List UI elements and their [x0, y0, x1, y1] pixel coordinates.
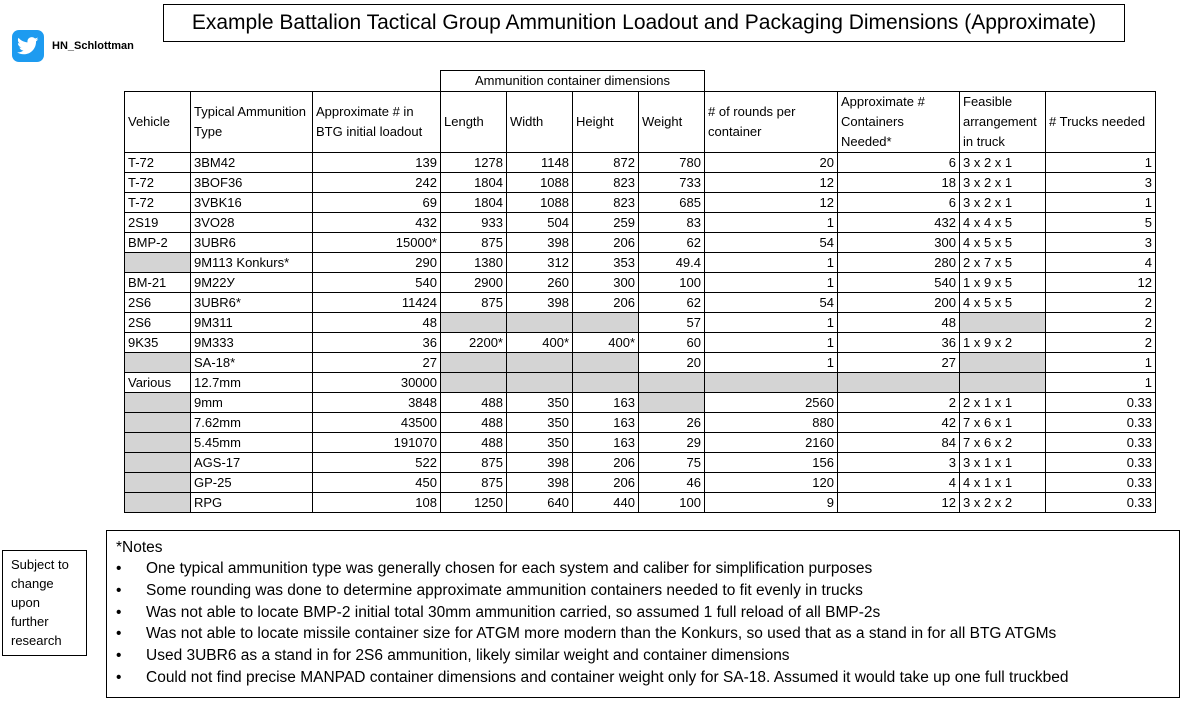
cell-height: 400* [573, 333, 639, 353]
cell-weight: 62 [639, 293, 705, 313]
cell-width: 312 [507, 253, 573, 273]
cell-width: 398 [507, 473, 573, 493]
header-weight: Weight [639, 92, 705, 153]
group-header-row [125, 71, 1156, 92]
cell-weight: 100 [639, 493, 705, 513]
cell-weight: 62 [639, 233, 705, 253]
cell-vehicle [125, 253, 191, 273]
cell-width: 350 [507, 413, 573, 433]
cell-weight: 46 [639, 473, 705, 493]
cell-trucks: 0.33 [1046, 453, 1156, 473]
cell-ammo: 3VO28 [191, 213, 313, 233]
cell-length: 2900 [441, 273, 507, 293]
cell-weight: 20 [639, 353, 705, 373]
cell-loadout: 43500 [313, 413, 441, 433]
cell-loadout: 27 [313, 353, 441, 373]
cell-rounds: 156 [705, 453, 838, 473]
cell-containers: 280 [838, 253, 960, 273]
cell-containers: 48 [838, 313, 960, 333]
cell-height: 163 [573, 433, 639, 453]
cell-width: 350 [507, 393, 573, 413]
cell-arrangement: 3 x 2 x 1 [960, 153, 1046, 173]
cell-height: 163 [573, 393, 639, 413]
cell-length: 1804 [441, 173, 507, 193]
cell-loadout: 522 [313, 453, 441, 473]
cell-width: 400* [507, 333, 573, 353]
cell-rounds: 1 [705, 213, 838, 233]
cell-ammo: 9M311 [191, 313, 313, 333]
cell-containers: 6 [838, 153, 960, 173]
cell-containers: 27 [838, 353, 960, 373]
cell-arrangement [960, 313, 1046, 333]
cell-loadout: 290 [313, 253, 441, 273]
cell-arrangement: 4 x 1 x 1 [960, 473, 1046, 493]
cell-rounds: 1 [705, 253, 838, 273]
notes-title: *Notes [116, 539, 163, 556]
bullet-icon: • [116, 581, 122, 599]
table-row [125, 453, 1156, 473]
cell-height: 206 [573, 293, 639, 313]
cell-height: 440 [573, 493, 639, 513]
cell-loadout: 108 [313, 493, 441, 513]
cell-ammo: AGS-17 [191, 453, 313, 473]
table-row [125, 493, 1156, 513]
cell-loadout: 432 [313, 213, 441, 233]
table-row [125, 213, 1156, 233]
cell-arrangement: 1 x 9 x 5 [960, 273, 1046, 293]
cell-containers: 6 [838, 193, 960, 213]
cell-ammo: 9M333 [191, 333, 313, 353]
cell-weight: 780 [639, 153, 705, 173]
cell-weight: 60 [639, 333, 705, 353]
cell-height [573, 353, 639, 373]
author-handle: HN_Schlottman [52, 40, 134, 52]
cell-height: 206 [573, 473, 639, 493]
cell-ammo: 3UBR6* [191, 293, 313, 313]
cell-arrangement: 3 x 2 x 1 [960, 193, 1046, 213]
cell-length: 875 [441, 293, 507, 313]
cell-ammo: 3VBK16 [191, 193, 313, 213]
cell-containers: 4 [838, 473, 960, 493]
cell-height: 206 [573, 233, 639, 253]
cell-arrangement: 3 x 1 x 1 [960, 453, 1046, 473]
cell-rounds: 1 [705, 333, 838, 353]
cell-height: 163 [573, 413, 639, 433]
cell-ammo: SA-18* [191, 353, 313, 373]
cell-width: 398 [507, 293, 573, 313]
cell-loadout: 15000* [313, 233, 441, 253]
cell-containers: 12 [838, 493, 960, 513]
cell-vehicle: T-72 [125, 193, 191, 213]
cell-trucks: 0.33 [1046, 473, 1156, 493]
cell-loadout: 242 [313, 173, 441, 193]
cell-length [441, 313, 507, 333]
cell-containers [838, 373, 960, 393]
note-item [116, 602, 1170, 624]
note-item [116, 645, 1170, 667]
cell-trucks: 0.33 [1046, 393, 1156, 413]
cell-vehicle [125, 393, 191, 413]
cell-arrangement: 2 x 7 x 5 [960, 253, 1046, 273]
cell-length: 933 [441, 213, 507, 233]
table-row [125, 473, 1156, 493]
cell-width: 504 [507, 213, 573, 233]
cell-containers: 540 [838, 273, 960, 293]
table-row [125, 193, 1156, 213]
cell-width [507, 313, 573, 333]
bullet-icon: • [116, 668, 122, 686]
cell-vehicle: BM-21 [125, 273, 191, 293]
cell-width [507, 373, 573, 393]
cell-ammo: 3UBR6 [191, 233, 313, 253]
note-item [116, 558, 1170, 580]
cell-length: 1380 [441, 253, 507, 273]
cell-rounds: 9 [705, 493, 838, 513]
cell-trucks: 2 [1046, 293, 1156, 313]
cell-arrangement: 4 x 4 x 5 [960, 213, 1046, 233]
cell-height [573, 373, 639, 393]
header-height: Height [573, 92, 639, 153]
header-width: Width [507, 92, 573, 153]
note-item [116, 580, 1170, 602]
cell-weight: 83 [639, 213, 705, 233]
cell-weight: 75 [639, 453, 705, 473]
notes-box [106, 530, 1180, 698]
cell-ammo: RPG [191, 493, 313, 513]
cell-length: 488 [441, 413, 507, 433]
cell-height: 823 [573, 173, 639, 193]
cell-vehicle: T-72 [125, 153, 191, 173]
cell-vehicle: 2S6 [125, 313, 191, 333]
cell-ammo: 5.45mm [191, 433, 313, 453]
header-ammo-type: Typical Ammunition Type [191, 92, 313, 153]
cell-arrangement: 4 x 5 x 5 [960, 233, 1046, 253]
cell-length: 875 [441, 473, 507, 493]
cell-width: 398 [507, 453, 573, 473]
cell-rounds: 120 [705, 473, 838, 493]
cell-trucks: 3 [1046, 173, 1156, 193]
cell-trucks: 1 [1046, 373, 1156, 393]
cell-rounds: 2160 [705, 433, 838, 453]
cell-length: 1250 [441, 493, 507, 513]
cell-loadout: 139 [313, 153, 441, 173]
cell-length: 488 [441, 393, 507, 413]
cell-rounds: 20 [705, 153, 838, 173]
cell-width: 640 [507, 493, 573, 513]
note-text: One typical ammunition type was generally chosen for each system and caliber for simplification purposes [146, 560, 873, 577]
cell-ammo: 7.62mm [191, 413, 313, 433]
cell-trucks: 0.33 [1046, 413, 1156, 433]
cell-weight: 100 [639, 273, 705, 293]
cell-rounds: 1 [705, 353, 838, 373]
notes-list [116, 558, 1170, 689]
cell-ammo: 9M22У [191, 273, 313, 293]
cell-vehicle: 2S19 [125, 213, 191, 233]
page-title-text: Example Battalion Tactical Group Ammunition Loadout and Packaging Dimensions (Approximate) [191, 11, 1097, 34]
cell-trucks: 1 [1046, 353, 1156, 373]
cell-height: 872 [573, 153, 639, 173]
cell-trucks: 3 [1046, 233, 1156, 253]
note-text: Was not able to locate BMP-2 initial total 30mm ammunition carried, so assumed 1 full reload of all BMP-2s [146, 603, 881, 621]
group-header: Ammunition container dimensions [441, 71, 705, 92]
cell-arrangement [960, 353, 1046, 373]
cell-trucks: 12 [1046, 273, 1156, 293]
page-title [163, 4, 1125, 42]
cell-length [441, 373, 507, 393]
cell-rounds: 54 [705, 233, 838, 253]
cell-loadout: 540 [313, 273, 441, 293]
cell-vehicle [125, 353, 191, 373]
table-row [125, 393, 1156, 413]
cell-length: 875 [441, 453, 507, 473]
cell-width: 1148 [507, 153, 573, 173]
note-text: Could not find precise MANPAD container dimensions and container weight only for SA-18. Assumed it would take up one full truckbed [146, 668, 1069, 686]
bullet-icon: • [116, 560, 122, 577]
table-row [125, 273, 1156, 293]
cell-trucks: 5 [1046, 213, 1156, 233]
header-row [125, 92, 1156, 153]
cell-height: 206 [573, 453, 639, 473]
cell-trucks: 2 [1046, 313, 1156, 333]
cell-height: 823 [573, 193, 639, 213]
cell-containers: 42 [838, 413, 960, 433]
cell-arrangement: 3 x 2 x 1 [960, 173, 1046, 193]
cell-vehicle: BMP-2 [125, 233, 191, 253]
table-row [125, 353, 1156, 373]
cell-loadout: 450 [313, 473, 441, 493]
cell-height [573, 313, 639, 333]
cell-weight [639, 393, 705, 413]
cell-ammo: 9M113 Konkurs* [191, 253, 313, 273]
cell-containers: 84 [838, 433, 960, 453]
header-containers-needed: Approximate # Containers Needed* [838, 92, 960, 153]
cell-width: 260 [507, 273, 573, 293]
table-row [125, 173, 1156, 193]
header-arrangement: Feasible arrangement in truck [960, 92, 1046, 153]
table-row [125, 233, 1156, 253]
cell-arrangement: 3 x 2 x 2 [960, 493, 1046, 513]
cell-containers: 2 [838, 393, 960, 413]
cell-weight: 49.4 [639, 253, 705, 273]
ammunition-table [124, 70, 1156, 513]
header-trucks: # Trucks needed [1046, 92, 1156, 153]
cell-length: 488 [441, 433, 507, 453]
cell-vehicle [125, 453, 191, 473]
cell-width [507, 353, 573, 373]
cell-trucks: 1 [1046, 153, 1156, 173]
cell-trucks: 1 [1046, 193, 1156, 213]
cell-vehicle: T-72 [125, 173, 191, 193]
cell-rounds: 12 [705, 193, 838, 213]
cell-ammo: 3BOF36 [191, 173, 313, 193]
cell-containers: 3 [838, 453, 960, 473]
cell-rounds [705, 373, 838, 393]
cell-vehicle [125, 473, 191, 493]
cell-height: 259 [573, 213, 639, 233]
note-item [116, 667, 1170, 689]
cell-weight: 29 [639, 433, 705, 453]
table-row [125, 413, 1156, 433]
cell-trucks: 0.33 [1046, 433, 1156, 453]
bullet-icon: • [116, 603, 122, 621]
cell-height: 300 [573, 273, 639, 293]
cell-vehicle: Various [125, 373, 191, 393]
cell-containers: 432 [838, 213, 960, 233]
cell-loadout: 191070 [313, 433, 441, 453]
cell-rounds: 1 [705, 313, 838, 333]
header-length: Length [441, 92, 507, 153]
cell-vehicle: 2S6 [125, 293, 191, 313]
cell-trucks: 0.33 [1046, 493, 1156, 513]
cell-loadout: 30000 [313, 373, 441, 393]
cell-rounds: 12 [705, 173, 838, 193]
cell-rounds: 880 [705, 413, 838, 433]
table-row [125, 313, 1156, 333]
table-row [125, 253, 1156, 273]
bullet-icon: • [116, 625, 122, 643]
cell-vehicle [125, 433, 191, 453]
cell-rounds: 1 [705, 273, 838, 293]
cell-weight [639, 373, 705, 393]
side-note: Subject to change upon further research [2, 550, 87, 656]
cell-loadout: 69 [313, 193, 441, 213]
note-item [116, 623, 1170, 645]
cell-containers: 300 [838, 233, 960, 253]
cell-height: 353 [573, 253, 639, 273]
cell-width: 1088 [507, 193, 573, 213]
cell-ammo: 12.7mm [191, 373, 313, 393]
note-text: Used 3UBR6 as a stand in for 2S6 ammunition, likely similar weight and container dimensions [146, 647, 790, 665]
cell-trucks: 4 [1046, 253, 1156, 273]
cell-arrangement [960, 373, 1046, 393]
cell-vehicle: 9K35 [125, 333, 191, 353]
cell-weight: 26 [639, 413, 705, 433]
table-row [125, 153, 1156, 173]
cell-arrangement: 7 x 6 x 1 [960, 413, 1046, 433]
cell-width: 350 [507, 433, 573, 453]
cell-containers: 36 [838, 333, 960, 353]
cell-ammo: 9mm [191, 393, 313, 413]
header-rounds-per-container: # of rounds per container [705, 92, 838, 153]
twitter-bird-icon [12, 30, 44, 62]
cell-width: 1088 [507, 173, 573, 193]
cell-ammo: GP-25 [191, 473, 313, 493]
cell-ammo: 3BM42 [191, 153, 313, 173]
cell-length: 1804 [441, 193, 507, 213]
table-row [125, 373, 1156, 393]
cell-trucks: 2 [1046, 333, 1156, 353]
cell-vehicle [125, 413, 191, 433]
table-row [125, 333, 1156, 353]
table-row [125, 433, 1156, 453]
cell-arrangement: 2 x 1 x 1 [960, 393, 1046, 413]
cell-containers: 18 [838, 173, 960, 193]
cell-rounds: 54 [705, 293, 838, 313]
cell-width: 398 [507, 233, 573, 253]
note-text: Was not able to locate missile container size for ATGM more modern than the Konkurs, so used that as a stand in for all BTG ATGMs [146, 625, 1057, 643]
cell-arrangement: 4 x 5 x 5 [960, 293, 1046, 313]
cell-loadout: 36 [313, 333, 441, 353]
cell-length: 875 [441, 233, 507, 253]
cell-containers: 200 [838, 293, 960, 313]
cell-rounds: 2560 [705, 393, 838, 413]
cell-loadout: 48 [313, 313, 441, 333]
table-row [125, 293, 1156, 313]
cell-arrangement: 1 x 9 x 2 [960, 333, 1046, 353]
cell-length: 1278 [441, 153, 507, 173]
note-text: Some rounding was done to determine approximate ammunition containers needed to fit evenly in trucks [146, 581, 863, 599]
cell-loadout: 11424 [313, 293, 441, 313]
cell-length: 2200* [441, 333, 507, 353]
cell-arrangement: 7 x 6 x 2 [960, 433, 1046, 453]
cell-weight: 685 [639, 193, 705, 213]
cell-length [441, 353, 507, 373]
cell-weight: 733 [639, 173, 705, 193]
cell-loadout: 3848 [313, 393, 441, 413]
header-loadout: Approximate # in BTG initial loadout [313, 92, 441, 153]
bullet-icon: • [116, 647, 122, 665]
cell-weight: 57 [639, 313, 705, 333]
cell-vehicle [125, 493, 191, 513]
header-vehicle: Vehicle [125, 92, 191, 153]
